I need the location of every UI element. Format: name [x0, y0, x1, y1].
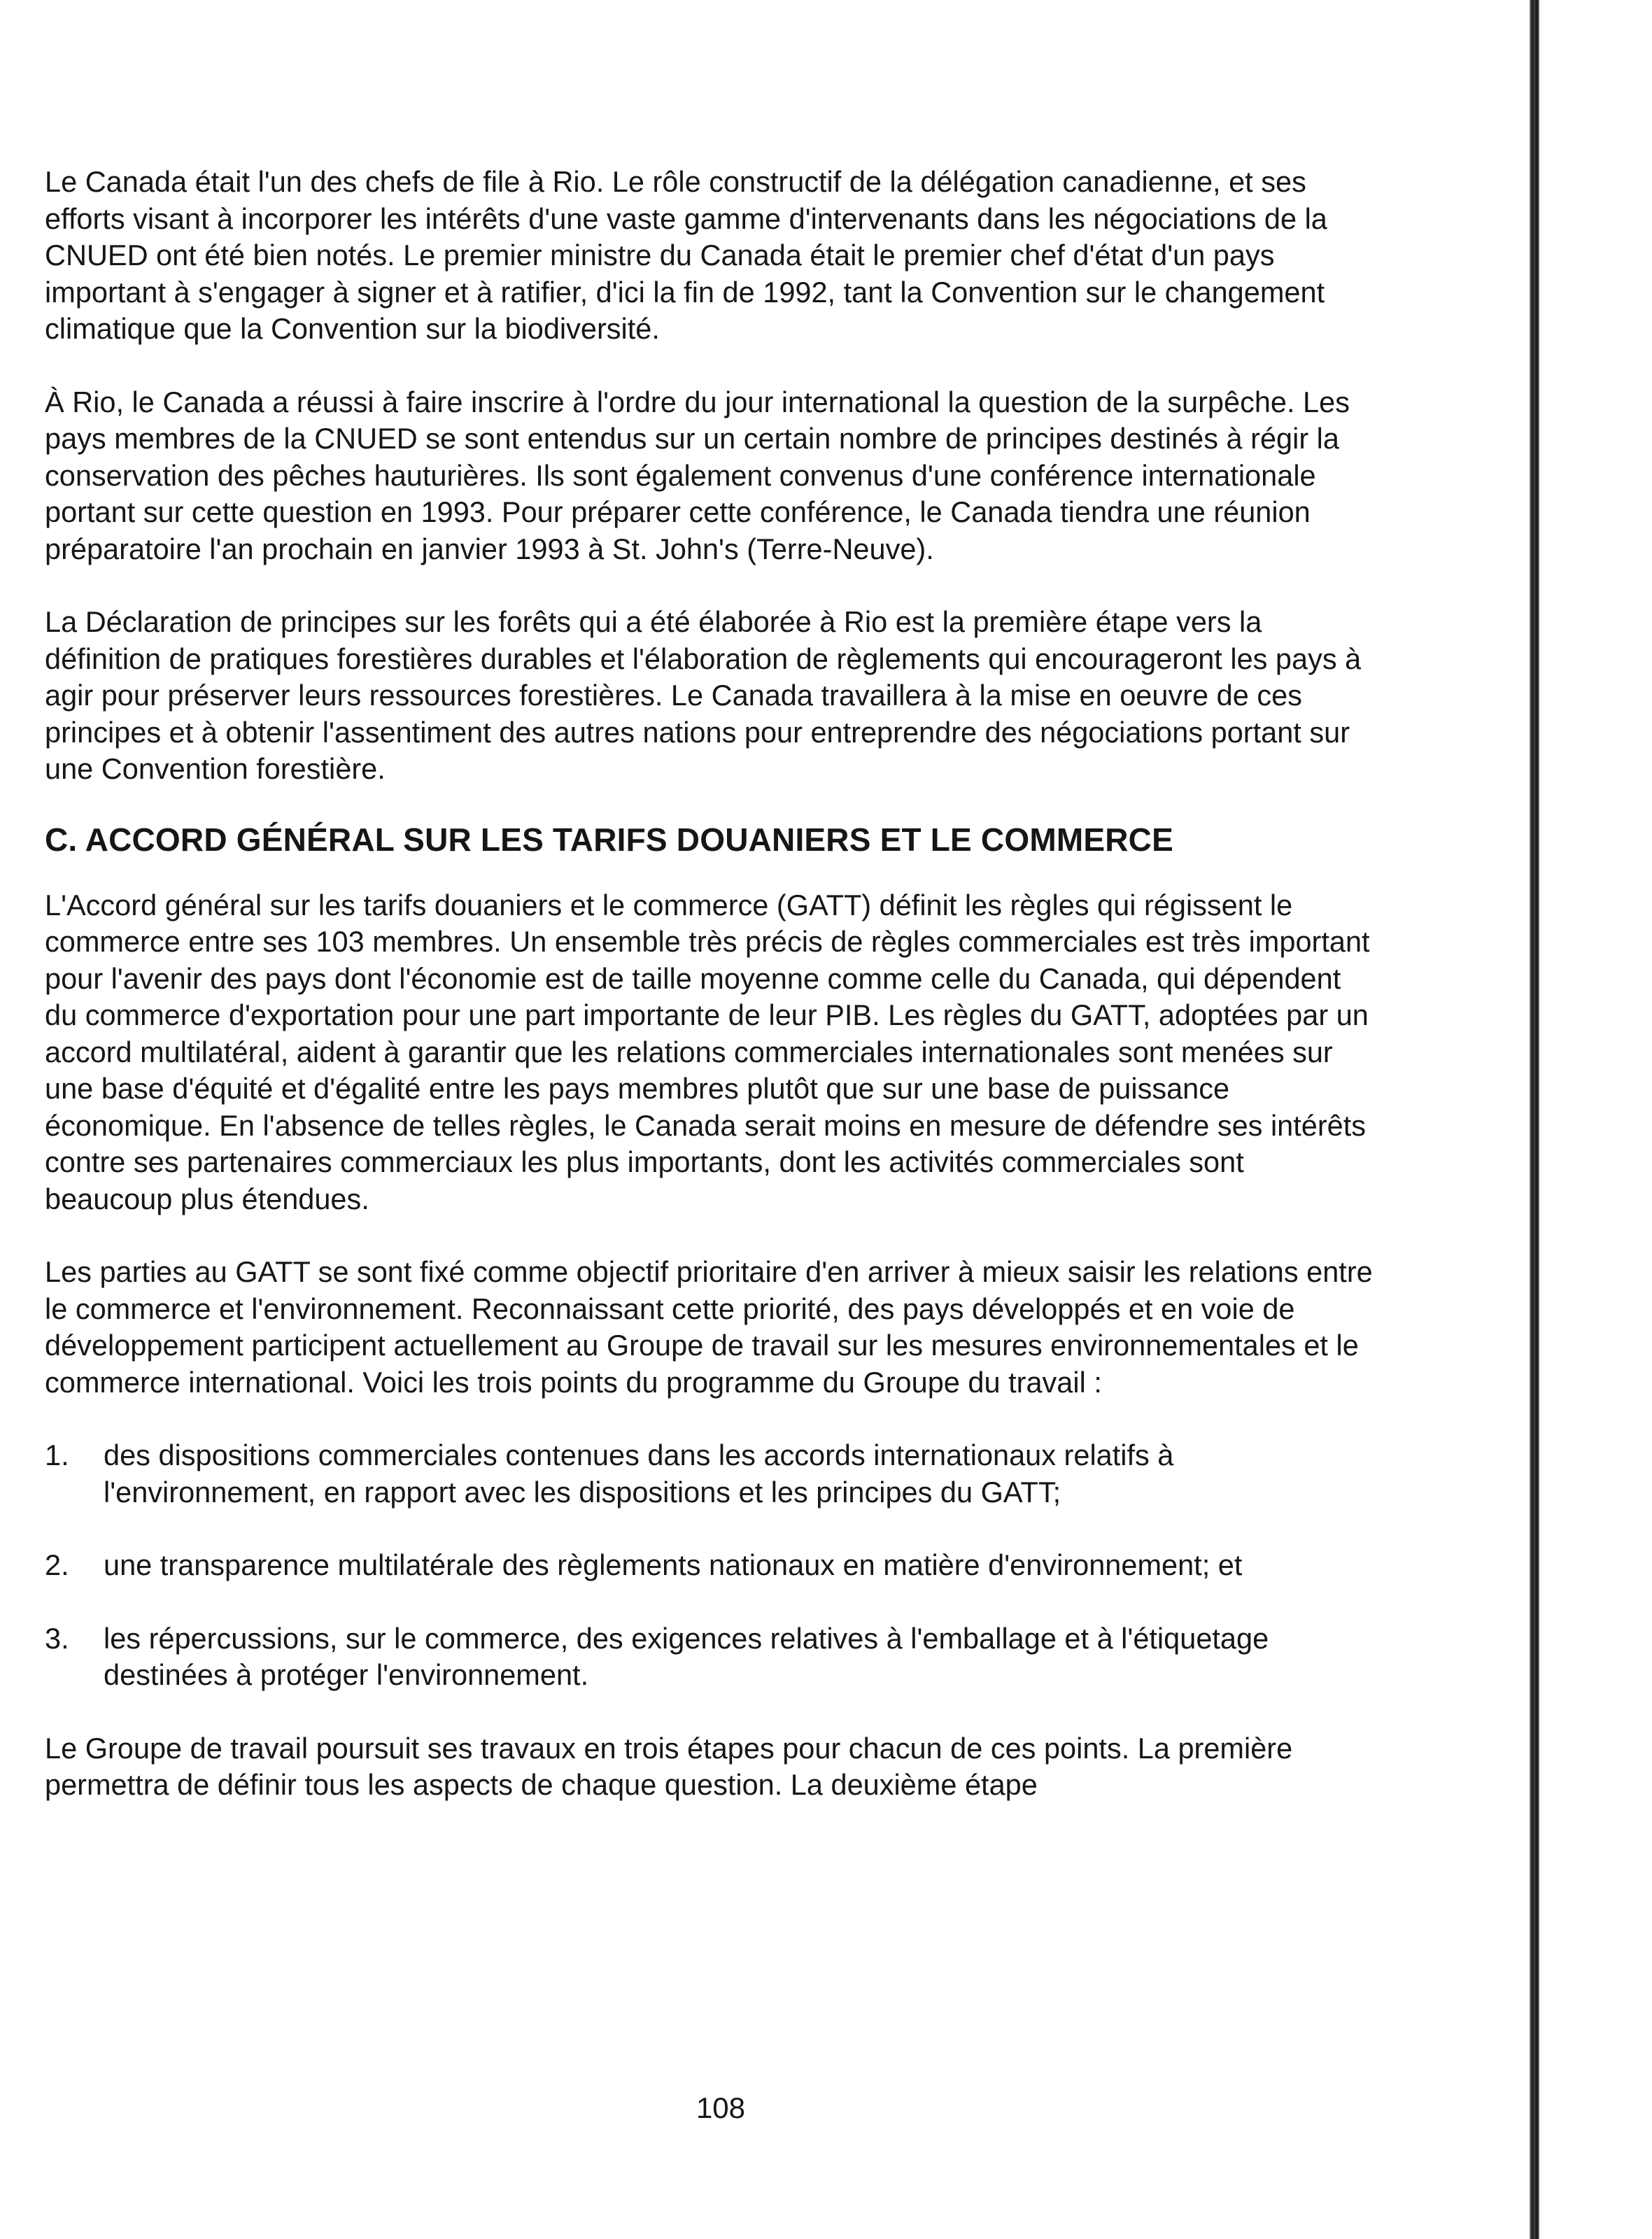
list-text: des dispositions commerciales contenues dans les accords internationaux relatifs à l'environnement, en rapport avec les dispositions et les principes du GATT;	[104, 1439, 1174, 1509]
binding-edge	[1530, 0, 1539, 2239]
page-number: 108	[696, 2091, 746, 2124]
list-text: les répercussions, sur le commerce, des exigences relatives à l'emballage et à l'étiquetage destinées à protéger l'environnement.	[104, 1621, 1269, 1691]
list-number: 3.	[45, 1621, 69, 1655]
section-heading: C. ACCORD GÉNÉRAL SUR LES TARIFS DOUANIERS ET LE COMMERCE	[45, 821, 1173, 858]
page-body	[45, 164, 1374, 1804]
paragraph-gatt-rules: L'Accord général sur les tarifs douaniers et le commerce (GATT) définit les règles qui régissent le commerce entre ses 103 membres. Un ensemble très précis de règles commerciales est très important pour l'avenir des pays dont l'économie est de taille moyenne comme celle du Canada, qui dépendent du commerce d'exportation pour une part importante de leur PIB. Les règles du GATT, adoptées par un accord multilatéral, aident à garantir que les relations commerciales internationales sont menées sur une base d'équité et d'égalité entre les pays membres plutôt que sur une base de puissance économique. En l'absence de telles règles, le Canada serait moins en mesure de défendre ses intérêts contre ses partenaires commerciaux les plus importants, dont les activités commerciales sont beaucoup plus étendues.	[45, 888, 1370, 1215]
paragraph-rio-leadership: Le Canada était l'un des chefs de file à Rio. Le rôle constructif de la délégation canadienne, et ses efforts visant à incorporer les intérêts d'une vaste gamme d'intervenants dans les négociations de la CNUED ont été bien notés. Le premier ministre du Canada était le premier chef d'état d'un pays important à s'engager à signer et à ratifier, d'ici la fin de 1992, tant la Convention sur le changement climatique que la Convention sur la biodiversité.	[45, 165, 1327, 345]
paragraph-gatt-environment: Les parties au GATT se sont fixé comme objectif prioritaire d'en arriver à mieux saisir les relations entre le commerce et l'environnement. Reconnaissant cette priorité, des pays développés et en voie de développement participent actuellement au Groupe de travail sur les mesures environnementales et le commerce international. Voici les trois points du programme du Groupe du travail :	[45, 1255, 1373, 1399]
list-item	[45, 1547, 1374, 1584]
list-item	[45, 1620, 1374, 1694]
paragraph-forest-principles: La Déclaration de principes sur les forêts qui a été élaborée à Rio est la première étape vers la définition de pratiques forestières durables et l'élaboration de règlements qui encourageront les pays à agir pour préserver leurs ressources forestières. Le Canada travaillera à la mise en oeuvre de ces principes et à obtenir l'assentiment des autres nations pour entreprendre des négociations portant sur une Convention forestière.	[45, 605, 1362, 785]
list-number: 1.	[45, 1439, 69, 1471]
paragraph-working-group: Le Groupe de travail poursuit ses travaux en trois étapes pour chacun de ces points. La première permettra de définir tous les aspects de chaque question. La deuxième étape	[45, 1731, 1293, 1801]
list-item	[45, 1437, 1374, 1511]
list-text: une transparence multilatérale des règlements nationaux en matière d'environnement; et	[104, 1548, 1243, 1581]
list-number: 2.	[45, 1548, 69, 1581]
paragraph-overfishing: À Rio, le Canada a réussi à faire inscrire à l'ordre du jour international la question de la surpêche. Les pays membres de la CNUED se sont entendus sur un certain nombre de principes destinés à régir la conservation des pêches hauturières. Ils sont également convenus d'une conférence internationale portant sur cette question en 1993. Pour préparer cette conférence, le Canada tiendra une réunion préparatoire l'an prochain en janvier 1993 à St. John's (Terre-Neuve).	[45, 385, 1350, 565]
